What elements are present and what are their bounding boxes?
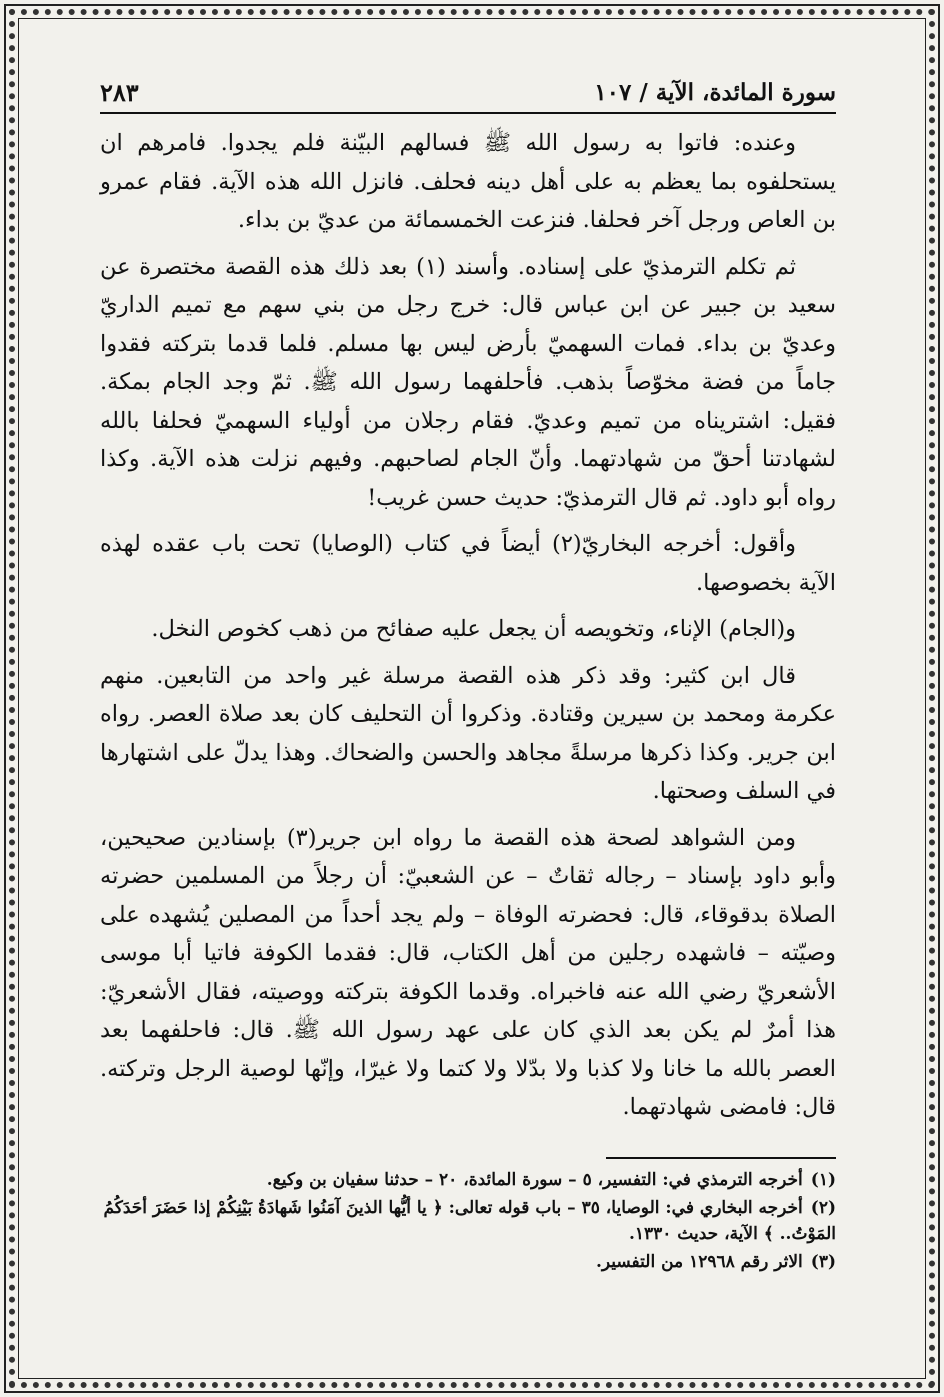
paragraph: قال ابن كثير: وقد ذكر هذه القصة مرسلة غير واحد من التابعين. منهم عكرمة ومحمد بن سيرين وقتادة. وذكروا أن التحليف كان بعد صلاة العصر. رواه ابن جرير. وكذا ذكرها مرسلةً مجاهد والحسن والضحاك. وهذا يدلّ على اشتهارها في السلف وصحتها. <box>100 662 836 804</box>
footnote <box>100 1249 836 1275</box>
footnote-mark: (٣) <box>810 1251 836 1272</box>
page-content <box>100 78 836 1277</box>
footnote <box>100 1195 836 1247</box>
running-header <box>100 78 836 114</box>
page-number: ٢٨٣ <box>100 78 139 107</box>
paragraph: وأقول: أخرجه البخاريّ(٢) أيضاً في كتاب (الوصايا) تحت باب عقده لهذه الآية بخصوصها. <box>100 531 836 596</box>
footnotes <box>100 1167 836 1275</box>
footnote-text: أخرجه الترمذي في: التفسير، ٥ – سورة المائدة، ٢٠ – حدثنا سفيان بن وكيع. <box>266 1169 803 1190</box>
paragraph: ثم تكلم الترمذيّ على إسناده. وأسند (١) بعد ذلك هذه القصة مختصرة عن سعيد بن جبير عن ابن عباس قال: خرج رجل من بني سهم مع تميم الداريّ وعديّ بن بداء. فمات السهميّ بأرض ليس بها مسلم. فلما قدما بتركته فقدوا جاماً من فضة مخوّصاً بذهب. فأحلفهما رسول الله ﷺ. ثمّ وجد الجام بمكة. فقيل: اشتريناه من تميم وعديّ. فقام رجلان من أولياء السهميّ فحلفا بالله لشهادتنا أحقّ من شهادتهما. وأنّ الجام لصاحبهم. وفيهم نزلت هذه الآية. وكذا رواه أبو داود. ثم قال الترمذيّ: حديث حسن غريب! <box>100 253 836 511</box>
footnote-text: الاثر رقم ١٢٩٦٨ من التفسير. <box>595 1251 803 1272</box>
body-text <box>100 124 836 1127</box>
paragraph: ومن الشواهد لصحة هذه القصة ما رواه ابن جرير(٣) بإسنادين صحيحين، وأبو داود بإسناد – رجاله ثقاتٌ – عن الشعبيّ: أن رجلاً من المسلمين حضرته الصلاة بدقوقاء، قال: فحضرته الوفاة – ولم يجد أحداً من المصلين يُشهده على وصيّته – فاشهده رجلين من أهل الكتاب، قال: فقدما الكوفة فاتيا أبا موسى الأشعريّ رضي الله عنه فاخبراه. وقدما الكوفة بتركته ووصيته، فقال الأشعريّ: هذا أمرٌ لم يكن بعد الذي كان على عهد رسول الله ﷺ. قال: فاحلفهما بعد العصر بالله ما خانا ولا كذبا ولا بدّلا ولا كتما ولا غيرّا، وإنّها لوصية الرجل وتركته. قال: فامضى شهادتهما. <box>100 824 836 1120</box>
running-title: سورة المائدة، الآية / ١٠٧ <box>594 79 836 106</box>
footnote <box>100 1167 836 1193</box>
footnote-text: أخرجه البخاري في: الوصايا، ٣٥ – باب قوله تعالى: ﴿ يا أيُّها الذينَ آمَنُوا شَهادَةُ بَيْنِكُمْ إذا حَضَرَ أحَدَكُمُ المَوْتُ.. ﴾ الآية، حديث ١٣٣٠. <box>103 1197 836 1244</box>
paragraph: وعنده: فاتوا به رسول الله ﷺ فسالهم البيّنة فلم يجدوا. فامرهم ان يستحلفوه بما يعظم به على أهل دينه فحلف. فانزل الله هذه الآية. فقام عمرو بن العاص ورجل آخر فحلفا. فنزعت الخمسمائة من عديّ بن بداء. <box>100 130 836 233</box>
footnote-separator <box>606 1157 836 1159</box>
footnote-mark: (١) <box>810 1169 836 1190</box>
footnote-mark: (٢) <box>810 1197 836 1218</box>
paragraph: و(الجام) الإناء، وتخويصه أن يجعل عليه صفائح من ذهب كخوص النخل. <box>151 616 796 642</box>
